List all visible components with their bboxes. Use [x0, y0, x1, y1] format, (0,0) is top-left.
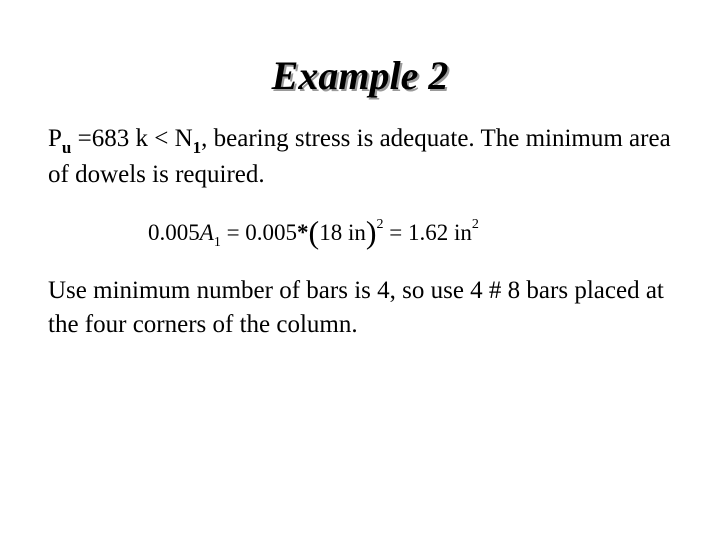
eq-coef: 0.005 [148, 220, 200, 245]
bearing-text-a: =683 k < N [71, 125, 193, 152]
slide-title: Example 2 [271, 53, 449, 98]
dowel-area-equation [148, 210, 479, 256]
bearing-paragraph [48, 122, 688, 192]
eq-a-subscript: 1 [213, 235, 221, 250]
eq-equals-1: = [220, 220, 246, 245]
eq-equals-2: = [383, 220, 408, 245]
eq-times: * [297, 220, 309, 245]
eq-close-paren: ) [365, 214, 377, 250]
eq-inner: 18 in [319, 220, 366, 245]
eq-exp-2: 2 [471, 217, 479, 232]
eq-open-paren: ( [308, 214, 320, 250]
eq-exp-1: 2 [376, 217, 384, 232]
eq-result: 1.62 in [407, 220, 472, 245]
bars-paragraph: Use minimum number of bars is 4, so use 4 # 8 bars placed at the four corners of the column. [48, 277, 664, 338]
p-subscript: u [61, 138, 72, 157]
eq-coef-2: 0.005 [245, 220, 298, 245]
p-symbol: P [48, 125, 62, 152]
n-subscript: 1 [192, 138, 202, 157]
bearing-text-b: , bearing stress is adequate. The minimum area of dowels is required. [48, 125, 671, 188]
eq-a-symbol: A [199, 220, 214, 245]
